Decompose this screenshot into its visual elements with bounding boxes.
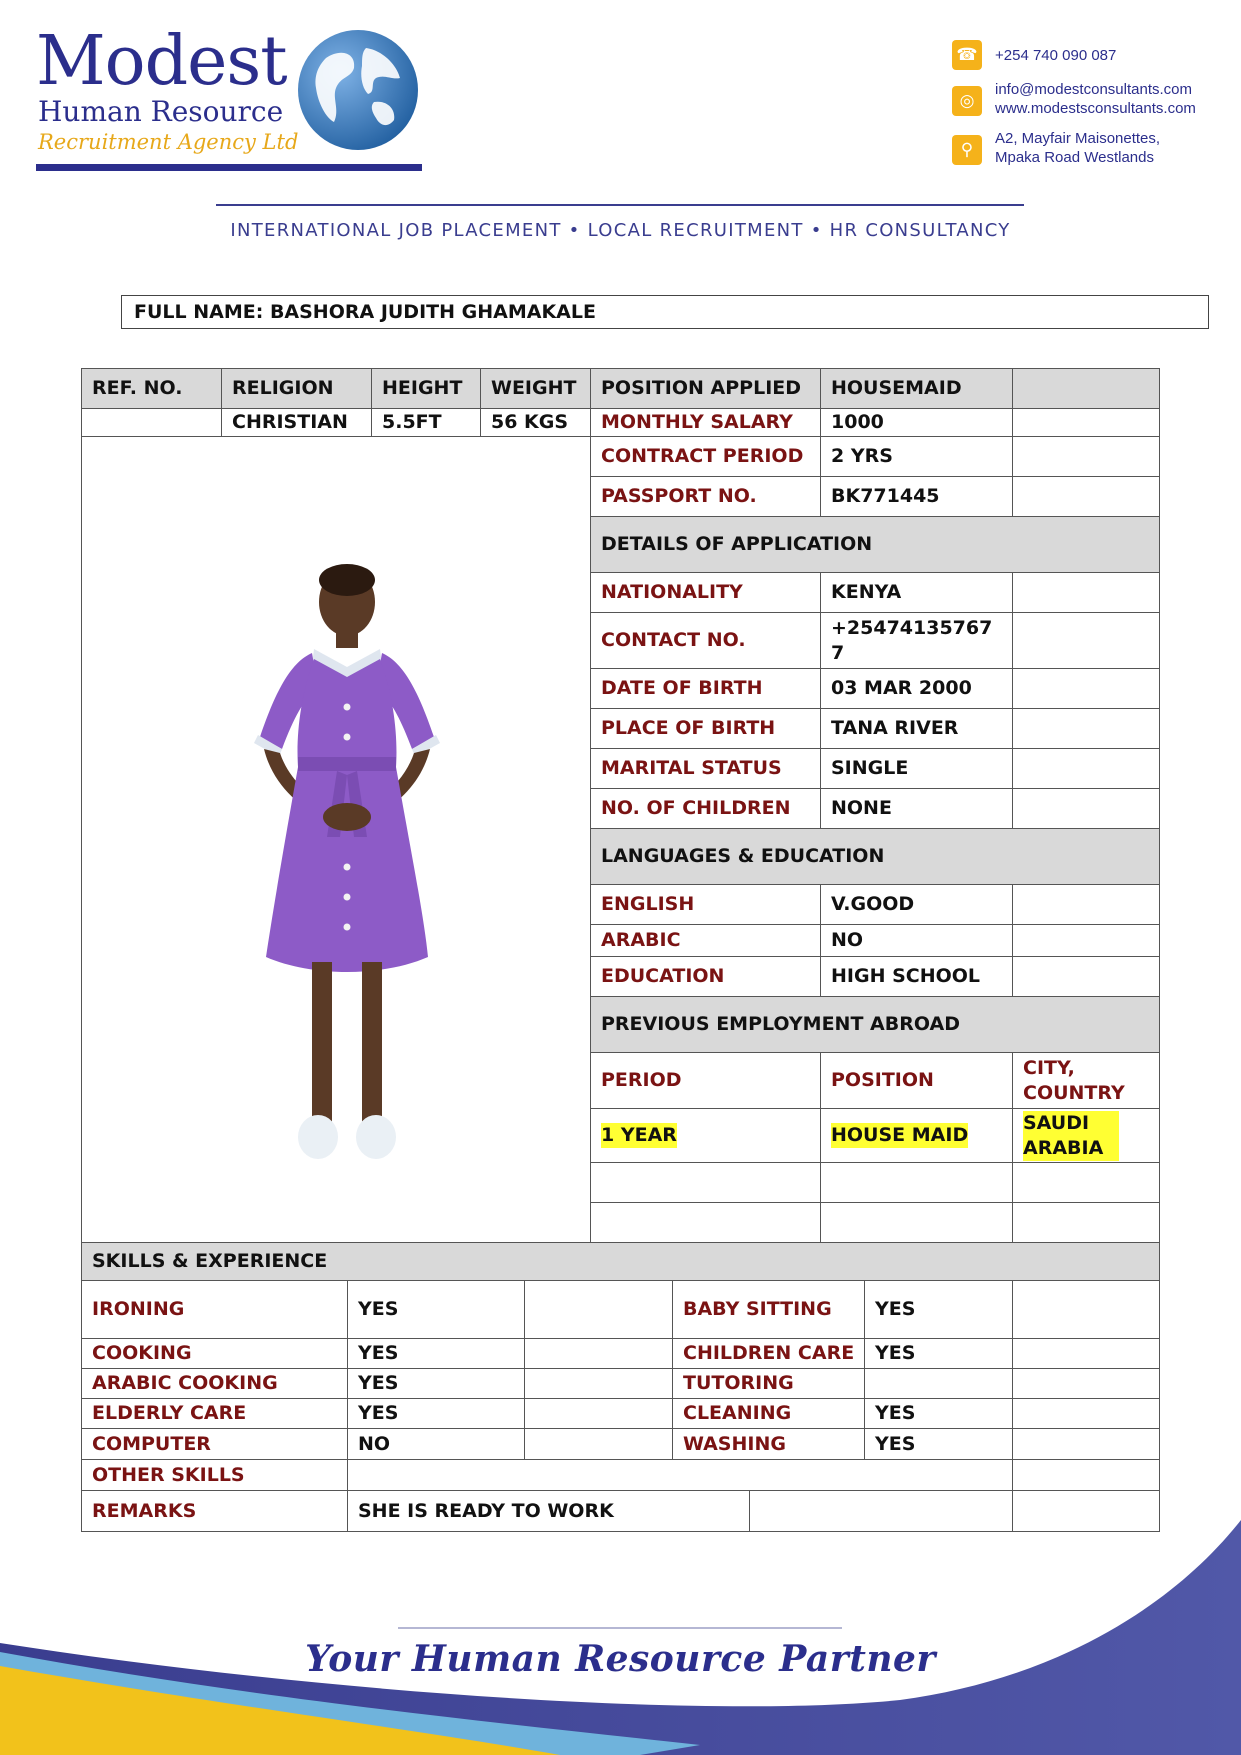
religion-value: CHRISTIAN — [221, 408, 372, 437]
weight-label: WEIGHT — [480, 368, 591, 409]
ironing-value: YES — [347, 1280, 525, 1339]
passport-no-value: BK771445 — [820, 476, 1013, 517]
computer-value: NO — [347, 1428, 525, 1460]
address-line2: Mpaka Road Westlands — [995, 149, 1154, 166]
position-applied-value: HOUSEMAID — [820, 368, 1013, 409]
monthly-salary-label: MONTHLY SALARY — [590, 408, 821, 437]
position-column-header: POSITION — [820, 1052, 1013, 1109]
ref-no-value — [81, 408, 222, 437]
empty-cell — [524, 1428, 673, 1460]
arabic-cooking-value: YES — [347, 1368, 525, 1399]
religion-label: RELIGION — [221, 368, 372, 409]
period-column-header: PERIOD — [590, 1052, 821, 1109]
date-of-birth-label: DATE OF BIRTH — [590, 668, 821, 709]
children-care-value: YES — [864, 1338, 1013, 1369]
employment-position: HOUSE MAID — [831, 1124, 969, 1146]
empty-cell — [1012, 956, 1160, 997]
empty-cell — [1012, 708, 1160, 749]
employment-period-cell — [590, 1108, 821, 1163]
globe-icon: ◎ — [952, 86, 982, 116]
empty-cell — [1012, 612, 1160, 669]
washing-label: WASHING — [672, 1428, 865, 1460]
position-applied-label: POSITION APPLIED — [590, 368, 821, 409]
empty-cell — [1012, 408, 1160, 437]
monthly-salary-value: 1000 — [820, 408, 1013, 437]
empty-cell — [1012, 368, 1160, 409]
baby-sitting-value: YES — [864, 1280, 1013, 1339]
empty-cell — [1012, 748, 1160, 789]
ironing-label: IRONING — [81, 1280, 348, 1339]
tutoring-value — [864, 1368, 1013, 1399]
empty-cell — [524, 1398, 673, 1429]
empty-cell — [1012, 436, 1160, 477]
empty-cell — [1012, 476, 1160, 517]
elderly-care-value: YES — [347, 1398, 525, 1429]
contract-period-label: CONTRACT PERIOD — [590, 436, 821, 477]
education-label: EDUCATION — [590, 956, 821, 997]
ref-no-label: REF. NO. — [81, 368, 222, 409]
arabic-label: ARABIC — [590, 924, 821, 957]
marital-status-label: MARITAL STATUS — [590, 748, 821, 789]
location-pin-icon: ⚲ — [952, 135, 982, 165]
website-address: www.modestsconsultants.com — [995, 100, 1196, 117]
children-value: NONE — [820, 788, 1013, 829]
english-label: ENGLISH — [590, 884, 821, 925]
place-of-birth-value: TANA RIVER — [820, 708, 1013, 749]
empty-cell — [1012, 1490, 1160, 1532]
empty-cell — [820, 1202, 1013, 1243]
address-line1: A2, Mayfair Maisonettes, — [995, 130, 1161, 147]
languages-heading: LANGUAGES & EDUCATION — [590, 828, 1160, 885]
empty-cell — [1012, 884, 1160, 925]
empty-cell — [1012, 1428, 1160, 1460]
city-country-column-header: CITY, COUNTRY — [1012, 1052, 1160, 1109]
empty-cell — [1012, 1202, 1160, 1243]
height-value: 5.5FT — [371, 408, 481, 437]
place-of-birth-label: PLACE OF BIRTH — [590, 708, 821, 749]
empty-cell — [1012, 924, 1160, 957]
footer-slogan: Your Human Resource Partner — [305, 1638, 936, 1680]
logo-tagline: Recruitment Agency Ltd — [38, 130, 299, 154]
computer-label: COMPUTER — [81, 1428, 348, 1460]
washing-value: YES — [864, 1428, 1013, 1460]
cleaning-value: YES — [864, 1398, 1013, 1429]
empty-cell — [1012, 1459, 1160, 1491]
empty-cell — [820, 1162, 1013, 1203]
cooking-value: YES — [347, 1338, 525, 1369]
children-care-label: CHILDREN CARE — [672, 1338, 865, 1369]
date-of-birth-value: 03 MAR 2000 — [820, 668, 1013, 709]
logo-subtitle: Human Resource — [38, 95, 284, 128]
email-address: info@modestconsultants.com — [995, 81, 1192, 98]
remarks-value: SHE IS READY TO WORK — [347, 1490, 750, 1532]
education-value: HIGH SCHOOL — [820, 956, 1013, 997]
empty-cell — [1012, 1398, 1160, 1429]
company-logo — [36, 22, 426, 178]
cooking-label: COOKING — [81, 1338, 348, 1369]
employment-heading: PREVIOUS EMPLOYMENT ABROAD — [590, 996, 1160, 1053]
details-heading: DETAILS OF APPLICATION — [590, 516, 1160, 573]
children-label: NO. OF CHILDREN — [590, 788, 821, 829]
contact-no-label: CONTACT NO. — [590, 612, 821, 669]
marital-status-value: SINGLE — [820, 748, 1013, 789]
empty-cell — [590, 1162, 821, 1203]
other-skills-value — [347, 1459, 1013, 1491]
passport-no-label: PASSPORT NO. — [590, 476, 821, 517]
empty-cell — [1012, 572, 1160, 613]
empty-cell — [524, 1338, 673, 1369]
empty-cell — [749, 1490, 1013, 1532]
empty-cell — [1012, 1338, 1160, 1369]
tagline-rule — [216, 204, 1024, 206]
company-tagline: INTERNATIONAL JOB PLACEMENT • LOCAL RECRUITMENT • HR CONSULTANCY — [230, 220, 1011, 241]
tutoring-label: TUTORING — [672, 1368, 865, 1399]
candidate-photo — [82, 437, 590, 1242]
employment-position-cell — [820, 1108, 1013, 1163]
empty-cell — [1012, 1368, 1160, 1399]
arabic-cooking-label: ARABIC COOKING — [81, 1368, 348, 1399]
footer-rule — [398, 1627, 842, 1629]
logo-underline — [36, 164, 422, 171]
phone-number: +254 740 090 087 — [995, 47, 1117, 64]
globe-logo-icon — [296, 28, 420, 152]
cleaning-label: CLEANING — [672, 1398, 865, 1429]
logo-title: Modest — [36, 22, 287, 101]
empty-cell — [1012, 1162, 1160, 1203]
weight-value: 56 KGS — [480, 408, 591, 437]
empty-cell — [1012, 788, 1160, 829]
skills-heading: SKILLS & EXPERIENCE — [81, 1242, 1160, 1281]
nationality-value: KENYA — [820, 572, 1013, 613]
employment-city-cell — [1012, 1108, 1160, 1163]
phone-icon: ☎ — [952, 40, 982, 70]
empty-cell — [524, 1368, 673, 1399]
elderly-care-label: ELDERLY CARE — [81, 1398, 348, 1429]
empty-cell — [524, 1280, 673, 1339]
employment-period: 1 YEAR — [601, 1124, 677, 1146]
employment-city-country: SAUDI ARABIA — [1023, 1111, 1119, 1161]
arabic-value: NO — [820, 924, 1013, 957]
remarks-label: REMARKS — [81, 1490, 348, 1532]
full-name: FULL NAME: BASHORA JUDITH GHAMAKALE — [121, 295, 1209, 329]
baby-sitting-label: BABY SITTING — [672, 1280, 865, 1339]
english-value: V.GOOD — [820, 884, 1013, 925]
nationality-label: NATIONALITY — [590, 572, 821, 613]
contact-no-value: +25474135767 7 — [820, 612, 1013, 669]
empty-cell — [1012, 668, 1160, 709]
other-skills-label: OTHER SKILLS — [81, 1459, 348, 1491]
contract-period-value: 2 YRS — [820, 436, 1013, 477]
empty-cell — [590, 1202, 821, 1243]
height-label: HEIGHT — [371, 368, 481, 409]
empty-cell — [1012, 1280, 1160, 1339]
